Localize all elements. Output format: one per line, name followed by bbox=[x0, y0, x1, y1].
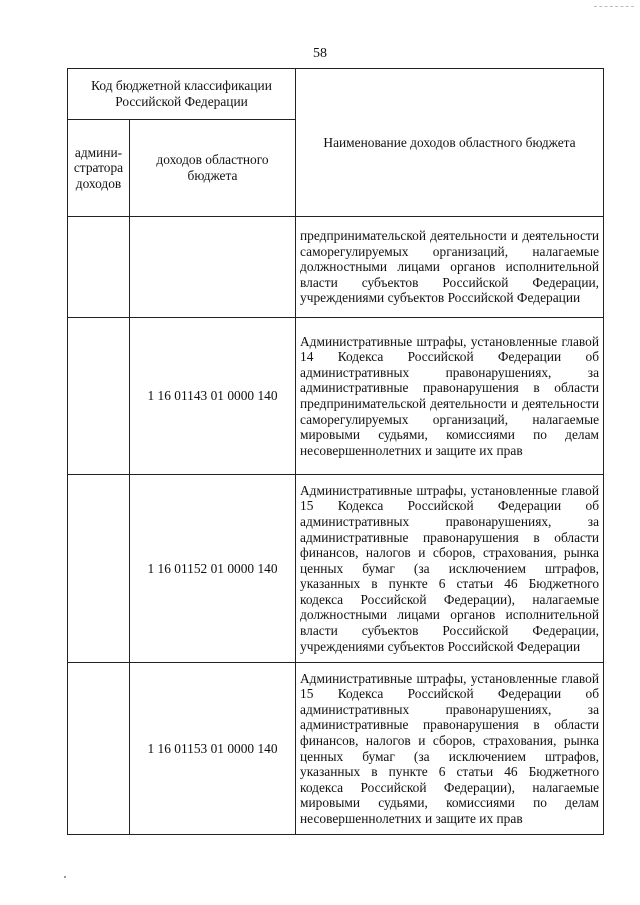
page-number: 58 bbox=[313, 46, 327, 61]
scan-edge-mark bbox=[594, 6, 634, 8]
code-cell bbox=[130, 217, 296, 318]
code-cell: 1 16 01143 01 0000 140 bbox=[130, 318, 296, 475]
admin-cell bbox=[68, 475, 130, 663]
header-admin-column: админи-стратора доходов bbox=[68, 120, 130, 217]
budget-classification-table bbox=[67, 68, 604, 835]
code-cell: 1 16 01153 01 0000 140 bbox=[130, 663, 296, 835]
admin-cell bbox=[68, 318, 130, 475]
name-cell: Административные штрафы, установленные главой 14 Кодекса Российской Федерации об административных правонарушениях, за административные правонарушения в области предпринимательской деятельности и деятельности саморегулируемых организаций, налагаемые мировыми судьями, комиссиями по делам несовершеннолетних и защите их прав bbox=[296, 318, 604, 475]
admin-cell bbox=[68, 217, 130, 318]
admin-cell bbox=[68, 663, 130, 835]
header-group-title: Код бюджетной классификации Российской Федерации bbox=[68, 69, 296, 120]
header-row-top bbox=[68, 69, 604, 120]
name-cell: Административные штрафы, установленные главой 15 Кодекса Российской Федерации об административных правонарушениях, за административные правонарушения в области финансов, налогов и сборов, страхования, рынка ценных бумаг (за исключением штрафов, указанных в пункте 6 статьи 46 Бюджетного кодекса Российской Федерации), налагаемые должностными лицами органов исполнительной власти субъектов Российской Федерации, учреждениями субъектов Российской Федерации bbox=[296, 475, 604, 663]
name-cell: предпринимательской деятельности и деятельности саморегулируемых организаций, налагаемые должностными лицами органов исполнительной власти субъектов Российской Федерации, учреждениями субъектов Российской Федерации bbox=[296, 217, 604, 318]
table-row bbox=[68, 663, 604, 835]
header-income-column: доходов областного бюджета bbox=[130, 120, 296, 217]
scan-speck bbox=[64, 876, 66, 878]
name-cell: Административные штрафы, установленные главой 15 Кодекса Российской Федерации об административных правонарушениях, за административные правонарушения в области финансов, налогов и сборов, страхования, рынка ценных бумаг (за исключением штрафов, указанных в пункте 6 статьи 46 Бюджетного кодекса Российской Федерации), налагаемые мировыми судьями, комиссиями по делам несовершеннолетних и защите их прав bbox=[296, 663, 604, 835]
code-cell: 1 16 01152 01 0000 140 bbox=[130, 475, 296, 663]
header-name-column: Наименование доходов областного бюджета bbox=[296, 69, 604, 217]
table-row bbox=[68, 318, 604, 475]
table-row bbox=[68, 217, 604, 318]
table-row bbox=[68, 475, 604, 663]
